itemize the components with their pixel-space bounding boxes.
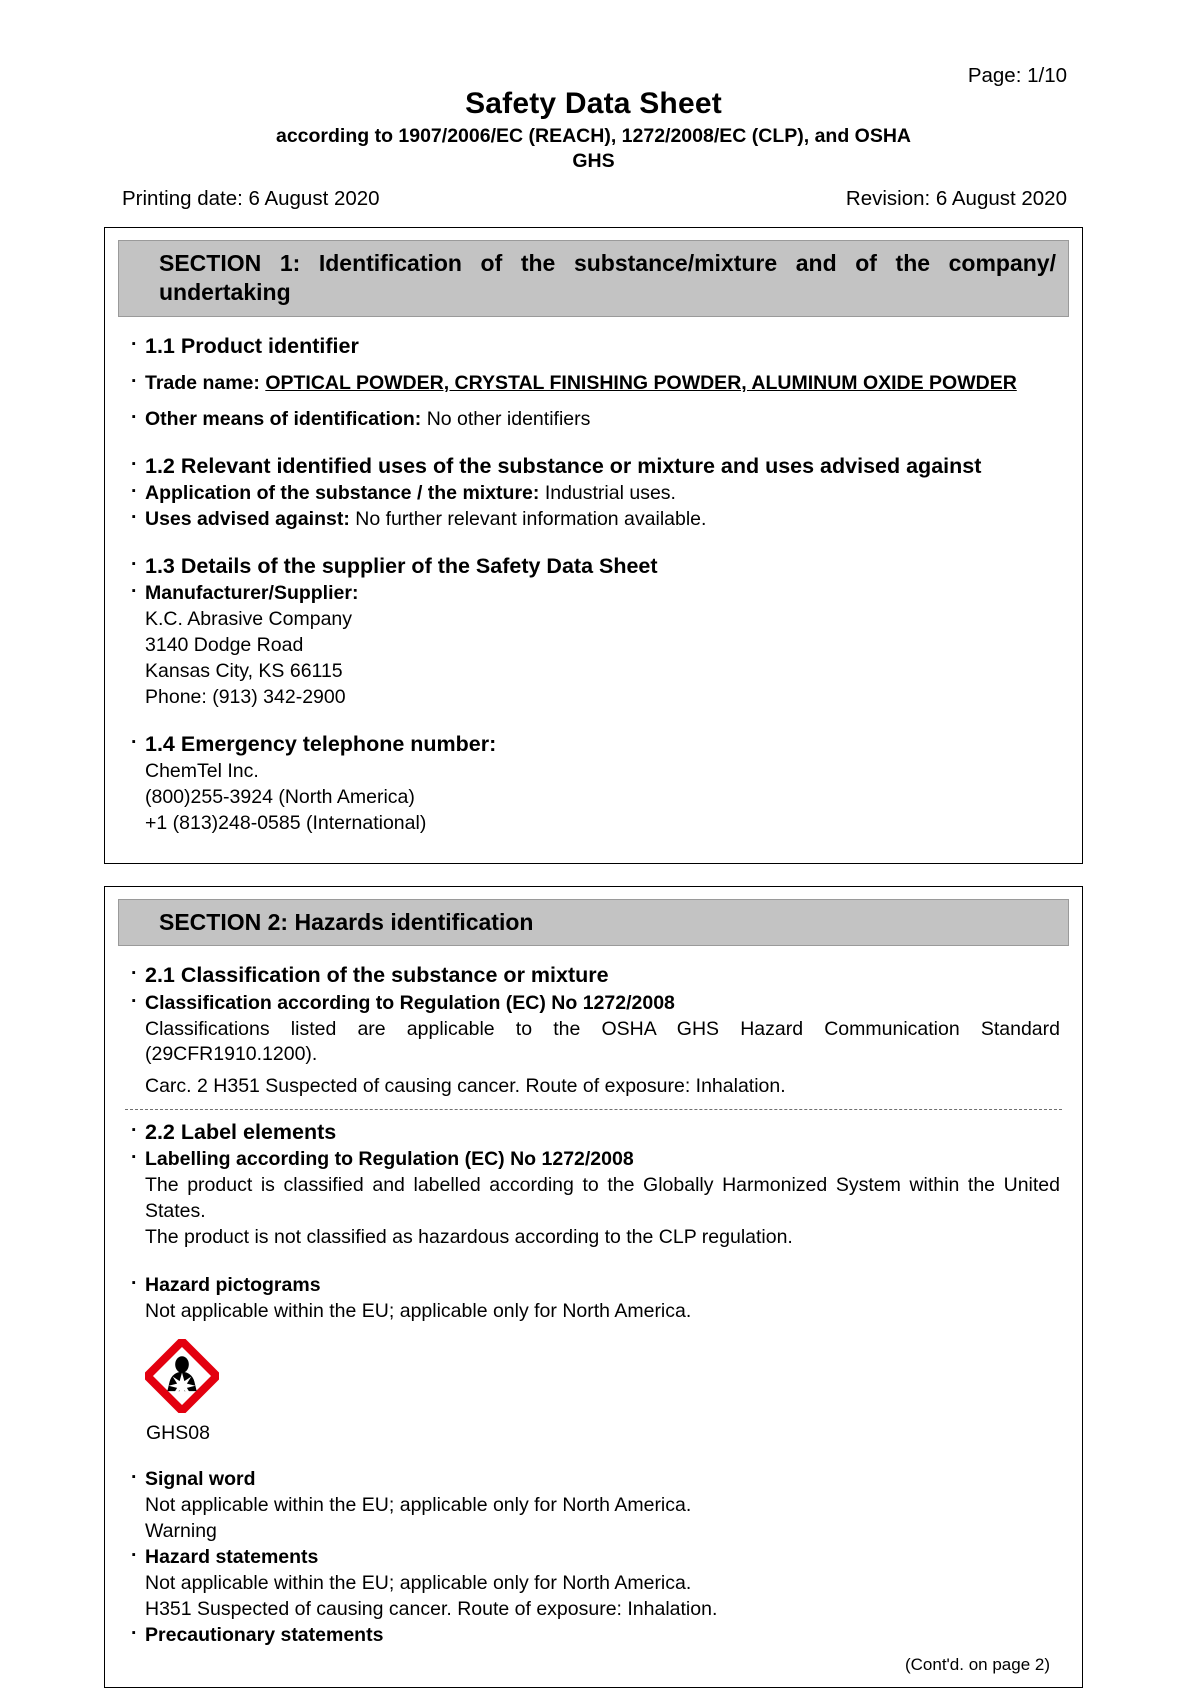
section-1-heading-line2: undertaking — [159, 279, 291, 306]
section-1-heading — [118, 240, 1069, 317]
labelling-text-1: The product is classified and labelled according to the Globally Harmonized System within the United States. — [145, 1174, 1060, 1223]
uses-advised-against-row — [123, 507, 1064, 533]
emergency-phone-international: +1 (813)248-0585 (International) — [145, 811, 427, 834]
hazard-class-line: Carc. 2 H351 Suspected of causing cancer. Route of exposure: Inhalation. — [145, 1075, 786, 1098]
page-number: Page: 1/10 — [967, 64, 1067, 87]
uses-advised-against-label: Uses advised against: — [145, 508, 350, 531]
section-1-box — [104, 227, 1083, 863]
labelling-regulation-label: · Labelling according to Regulation (EC) No 1272/2008 — [123, 1147, 1064, 1173]
continuation-note: (Cont'd. on page 2) — [904, 1654, 1050, 1674]
application-value: Industrial uses. — [544, 482, 676, 505]
signal-word-note: Not applicable within the EU; applicable only for North America. — [145, 1494, 692, 1517]
document-subtitle-line1: according to 1907/2006/EC (REACH), 1272/2008/EC (CLP), and OSHA — [275, 125, 912, 148]
hazard-statement-h351: H351 Suspected of causing cancer. Route of exposure: Inhalation. — [145, 1597, 718, 1620]
section-2-body — [105, 946, 1082, 1686]
other-means-value: No other identifiers — [426, 408, 591, 431]
signal-word-label: · Signal word — [123, 1467, 1064, 1493]
trade-name-value: OPTICAL POWDER, CRYSTAL FINISHING POWDER, ALUMINUM OXIDE POWDER — [265, 372, 1017, 395]
application-label: Application of the substance / the mixture: — [145, 482, 540, 505]
pictogram-block — [123, 1339, 1064, 1445]
item-2-2-heading: · 2.2 Label elements — [123, 1117, 1064, 1147]
company-street: 3140 Dodge Road — [145, 633, 304, 656]
trade-name-label: Trade name: — [145, 372, 260, 395]
section-1-heading-line1: SECTION 1: Identification of the substance/mixture and of the company/ — [159, 250, 1056, 277]
printing-date: Printing date: 6 August 2020 — [122, 187, 380, 211]
precautionary-statements-label: · Precautionary statements — [123, 1623, 1064, 1649]
section-1-body — [105, 317, 1082, 862]
uses-advised-against-value: No further relevant information available. — [355, 508, 707, 531]
revision-date: Revision: 6 August 2020 — [845, 187, 1067, 211]
hazard-statements-note: Not applicable within the EU; applicable only for North America. — [145, 1571, 692, 1594]
item-1-4-heading: · 1.4 Emergency telephone number: — [123, 729, 1064, 759]
section-2-heading: SECTION 2: Hazards identification — [118, 899, 1069, 947]
company-city: Kansas City, KS 66115 — [145, 659, 343, 682]
item-1-3-heading: · 1.3 Details of the supplier of the Safety Data Sheet — [123, 551, 1064, 581]
company-phone: Phone: (913) 342-2900 — [145, 685, 346, 708]
section-2-box — [104, 886, 1083, 1688]
health-hazard-icon — [145, 1339, 219, 1413]
trade-name-row — [123, 371, 1064, 397]
document-subtitle-line2: GHS — [572, 149, 615, 172]
document-subtitle — [0, 124, 1187, 173]
company-name: K.C. Abrasive Company — [145, 607, 353, 630]
classification-regulation-label: · Classification according to Regulation (EC) No 1272/2008 — [123, 991, 1064, 1017]
hazard-pictograms-label: · Hazard pictograms — [123, 1273, 1064, 1299]
section-divider — [125, 1109, 1062, 1110]
item-1-2-heading: · 1.2 Relevant identified uses of the substance or mixture and uses advised against — [123, 451, 1064, 481]
document-title: Safety Data Sheet — [465, 87, 722, 120]
other-means-row — [123, 407, 1064, 433]
labelling-text-2: The product is not classified as hazardous according to the CLP regulation. — [145, 1226, 793, 1249]
emergency-phone-north-america: (800)255-3924 (North America) — [145, 785, 415, 808]
pictogram-code: GHS08 — [146, 1421, 210, 1444]
date-row — [0, 187, 1187, 211]
item-2-1-heading: · 2.1 Classification of the substance or mixture — [123, 960, 1064, 990]
manufacturer-label: · Manufacturer/Supplier: — [123, 581, 1064, 607]
classification-text: Classifications listed are applicable to the OSHA GHS Hazard Communication Standard (29CFR1910.1200). — [145, 1017, 1060, 1066]
application-row — [123, 481, 1064, 507]
signal-word-value: Warning — [145, 1520, 217, 1543]
emergency-company: ChemTel Inc. — [145, 759, 259, 782]
hazard-statements-label: · Hazard statements — [123, 1545, 1064, 1571]
hazard-pictograms-note: Not applicable within the EU; applicable only for North America. — [145, 1299, 692, 1322]
other-means-label: Other means of identification: — [145, 408, 422, 431]
item-1-1-heading: · 1.1 Product identifier — [123, 331, 1064, 361]
